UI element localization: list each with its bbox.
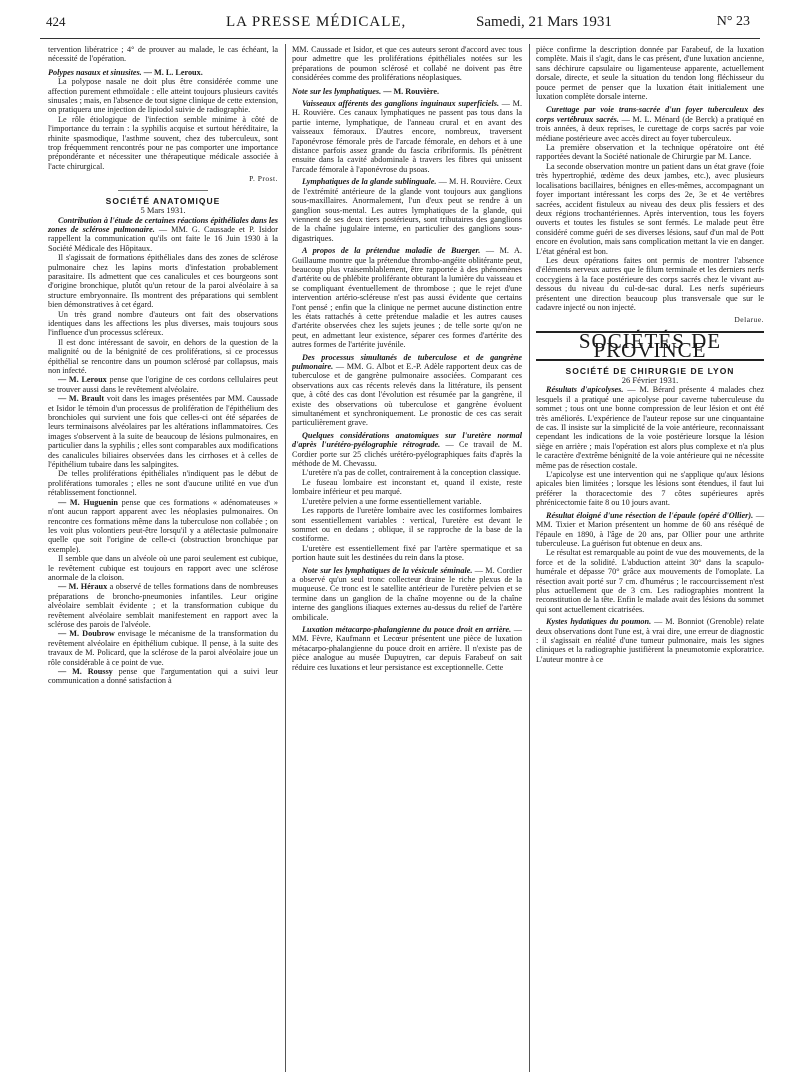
author-signature: Delarue. <box>734 315 764 325</box>
paragraph: — M. Héraux a observé de telles formations dans de nombreuses préparations de broncho-pneumonies infantiles. Leur origine alvéolaire semblait évidente ; et la transformation cubique du revêtement alvéolaire semblait manifestement en rapport avec la sclérose des parois de l'alvéole. <box>48 582 278 629</box>
article-heading: Luxation métacarpo-phalangienne du pouce droit en arrière. — MM. Fèvre, Kaufmann et Lecœur présentent une pièce de luxation métacarpo-phalangienne du pouce droit en arrière. Il n'existe pas de pièce analogue au musée Dupuytren, car depuis Farabeuf on sait réduire ces luxations et leur persistance est exceptionnelle. Cette <box>292 624 522 672</box>
paragraph: Le résultat est remarquable au point de vue des mouvements, de la force et de la solidité. L'abduction atteint 30° dans la scapulo-humérale et dépasse 70° grâce aux mouvements de l'omoplate. La résection avait porté sur 7 cm. d'humérus ; le raccourcissement n'est plus actuellement que de 3 cm. Les radiographies montrent la reconstitution de la tête. Enfin le malade avait des lésions du sommet qui sont actuellement cicatrisées. <box>536 548 764 614</box>
section-title: SOCIÉTÉ ANATOMIQUE <box>105 195 221 206</box>
province-section-banner <box>536 328 764 363</box>
column-1 <box>48 45 278 686</box>
paragraph: La seconde observation montre un patient dans un état grave (foie très hypertrophié, œdème des deux jambes, etc.), avec plusieurs localisations bacillaires, bénignes en elles-mêmes, accompagnant un foyer important intéressant les corps des 2e, 3e et 4e vertèbres sacrées, accident fistuleux au niveau des deux plis fessiers et des deux régions trochantériennes. Après intervention, tous les foyers ouverts et toutes les fistules se sont fermés. Le malade peut être considéré comme guéri de ses diverses lésions, sauf d'un mal de Pott encore en évolution, mais sans complication mettant la vie en danger. L'état général est bon. <box>536 161 764 256</box>
paragraph: Les rapports de l'uretère lombaire avec les costiformes lombaires sont essentiellement variables : vertical, l'uretère est devant le sommet ou en dedans ; oblique, il se rapproche de la base de la costiforme. <box>292 506 522 544</box>
article-heading: Quelques considérations anatomiques sur l'uretère normal d'après l'urétéro-pyélographie rétrograde. — Ce travail de M. Cordier porte sur 25 clichés urétéro-pyélographiques faits d'après la méthode de M. Chevassu. <box>292 430 522 469</box>
article-heading: Kystes hydatiques du poumon. — M. Bonniot (Grenoble) relate deux observations dont l'une est, à vrai dire, une erreur de diagnostic : il s'agissait en réalité d'une tumeur pulmonaire, mais les signes cliniques et la radiographie justifièrent la pneumotomie exploratrice. L'auteur montre à ce <box>536 617 764 664</box>
article-heading: A propos de la prétendue maladie de Buerger. — M. A. Guillaume montre que la prétendue thrombo-angéite oblitérante peut, beaucoup plus vraisemblablement, être rapportée à des phénomènes d'artérite ou de phlébite proliférante obturant la lumière du vaisseau et se compliquant éventuellement de thrombose ; que le rejet d'une intervention artério-scléreuse n'est pas aussi évidente que certains l'ont pensé ; enfin que la clinique ne permet aucune distinction entre les états rattachés à cette prétendue maladie et les autres causes d'artérite observées chez les sujets jeunes ; de telle sorte qu'on ne peut, en admettant leur existence, séparer ces formes d'artérite des autres formes de l'artérite juvénile. <box>292 246 522 350</box>
column-divider-2 <box>529 44 530 1072</box>
article-heading: Polypes nasaux et sinusites. — M. L. Leroux. <box>48 67 203 77</box>
paragraph: Les deux opérations faites ont permis de montrer l'absence d'éléments nerveux autres que le filum terminale et les derniers nerfs coccygiens à la face postérieure des corps sacrés chez le vivant au-dessous du niveau du cul-de-sac dural. Les nerfs supérieurs présentent une direction beaucoup plus transversale que sur le cadavre injecté ou non injecté. <box>536 255 764 312</box>
paragraph: MM. Caussade et Isidor, et que ces auteurs seront d'accord avec tous pour admettre que les proliférations épithéliales notées sur les préparations de poumon sclérosé et collabé ne doivent pas être considérées comme des proliférations néoplasiques. <box>292 45 522 83</box>
separator <box>118 190 208 191</box>
article-heading: Vaisseaux afférents des ganglions inguinaux superficiels. — M. H. Rouvière. Ces canaux lymphatiques ne passent pas tous dans la partie interne, lymphatique, de l'anneau crural et en avant des vaisseaux fémoraux. D'autres encore, nombreux, traversent l'aponévrose fémorale près de l'arcade fémorale, en dehors et à une distance parfois assez grande du fascia cribriformis. Ils pénètrent ensuite dans la cavité abdominale à travers les fibres qui unissent l'arcade fémorale à l'aponévrose du psoas. <box>292 99 523 174</box>
paragraph: — M. Roussy pense que l'argumentation qui a suivi leur communication a donné satisfaction à <box>48 667 278 686</box>
issue-number: N° 23 <box>716 14 750 29</box>
issue-date: Samedi, 21 Mars 1931 <box>476 14 612 30</box>
paragraph: Il semble que dans un alvéole où une paroi seulement est cubique, le revêtement cubique est toujours en rapport avec une sclérose anormale de la cloison. <box>48 554 278 582</box>
paragraph: — M. Leroux pense que l'origine de ces cordons cellulaires peut se trouver aussi dans le revêtement alvéolaire. <box>48 375 278 394</box>
article-heading: Résultats d'apicolyses. — M. Bérard présente 4 malades chez lesquels il a pratiqué une apicolyse pour caverne tuberculeuse du sommet ; tous ont une bonne compression de leur lésion et ont été très améliorés. L'expérience de l'auteur repose sur une cinquantaine de cas. Il insiste sur la simplicité de la voie antérieure, reconnaissant cependant les indications de la voie postérieure lorsque la lésion siège en arrière ; mais l'opération est alors plus complexe et n'a plus le caractère d'extrême bénignité de la voie antérieure qui ne nécessite même pas de résection costale. <box>536 385 764 470</box>
column-divider-1 <box>285 44 286 1072</box>
paragraph: pièce confirme la description donnée par Farabeuf, de la luxation complète. Mais il s'agit, dans le cas présent, d'une luxation ancienne, sans déchirure capsulaire ou ligamenteuse apparente, actuellement dorsale, directe, et seule la situation du tendon long fléchisseur du pouce permet de penser que la luxation était initialement une luxation complète dorsale interne. <box>536 45 764 102</box>
section-date: 26 Février 1931. <box>621 375 679 385</box>
page-header <box>46 14 750 40</box>
paragraph: — M. Huguenin pense que ces formations « adénomateuses » n'ont aucun rapport apparent avec les néoplasies pulmonaires. On rencontre ces formations même dans la tuberculose non collabée ; on les voit plus volontiers peut-être lorsqu'il y a atélectasie pulmonaire quelle que soit l'origine de celle-ci (obstruction bronchique par exemple). <box>48 497 278 554</box>
section-title: SOCIÉTÉ DE CHIRURGIE DE LYON <box>565 365 735 376</box>
paragraph: La polypose nasale ne doit plus être considérée comme une affection purement ethmoïdale : elle atteint toujours plusieurs cavités sinusales ; mais, en l'absence de tout signe clinique de cette extension, on pratiquera une injection de lipiodol suivie de radiographie. <box>48 77 278 115</box>
header-rule <box>40 38 760 39</box>
paragraph: L'uretère pelvien a une forme essentiellement variable. <box>302 496 482 506</box>
paragraph: L'uretère n'a pas de collet, contrairement à la conception classique. <box>302 468 521 478</box>
article-heading: Note sur les lymphatiques. — M. Rouvière. <box>292 86 440 96</box>
paragraph: Le fuseau lombaire est inconstant et, quand il existe, reste lombaire inférieur et peu marqué. <box>292 477 522 497</box>
article-heading: Des processus simultanés de tuberculose et de gangrène pulmonaire. — MM. G. Albot et E.-P. Adèle rapportent deux cas de tuberculose et de gangrène pulmonaire associées. Comparant ces observations aux cas récents relevés dans la littérature, ils pensent que, à côté des cas dont l'évolution est résumée par la gangrène, il existe des observations où tuberculose et gangrène évoluent simultanément et synchroniquement. Le pronostic de ces cas serait particulièrement grave. <box>292 352 522 428</box>
paragraph: De telles proliférations épithéliales n'indiquent pas le début de proliférations tumorales ; elles ne sont d'aucune utilité en vue d'un rétablissement fonctionnel. <box>48 469 278 498</box>
column-2 <box>292 45 522 672</box>
article-heading: Lymphatiques de la glande sublinguale. — M. H. Rouvière. Ceux de l'extrémité antérieure de la glande vont toujours aux ganglions sous-maxillaires. Anormalement, l'un d'eux peut se rendre à un ganglion sous-mental. Les autres lymphatiques de la glande, qui viennent de ses deux tiers postérieurs, sont tributaires des ganglions de la chaîne jugulaire interne, en particulier des ganglions sous-digastriques. <box>292 177 522 243</box>
author-signature: P. Prost. <box>249 174 278 184</box>
paragraph: La première observation et la technique opératoire ont été rapportées devant la Société nationale de Chirurgie par M. Lance. <box>536 143 764 162</box>
paragraph: L'uretère est essentiellement fixé par l'artère spermatique et sa portion haute suit les destinées du rein dans la ptose. <box>292 543 522 563</box>
paragraph: — M. Brault voit dans les images présentées par MM. Caussade et Isidor le témoin d'un processus de prolifération de l'épithélium des bronchioles qui survient une fois que celles-ci ont été séparées de leurs terminaisons alvéolaires par les altérations inflammatoires. Ces images s'observent à la suite de beaucoup de lésions pulmonaires, en particulier dans la syphilis ; elles sont comparables aux modifications des canalicules biliaires observées dans les cirrhoses et à celles de l'épithélium tubaire dans les salpingites. <box>48 394 278 470</box>
paragraph: Il s'agissait de formations épithéliales dans des zones de sclérose pulmonaire chez les lapins morts d'infestation probablement parasitaire. Ils admettent que ces canalicules et ces bourgeons sont d'origine bronchique, plutôt qu'un retour de la paroi alvéolaire à sa structure embryonnaire. Ils montrent des préparations qui semblent bien démonstratives à cet égard. <box>48 253 278 310</box>
journal-title: LA PRESSE MÉDICALE, <box>226 14 407 30</box>
paragraph: Un très grand nombre d'auteurs ont fait des observations identiques dans les affections les plus diverses, mais toujours sous l'influence d'un processus scléreux. <box>48 309 278 338</box>
paragraph: — M. Doubrow envisage le mécanisme de la transformation du revêtement alvéolaire en épithélium cubique. Il pense, à la suite des travaux de M. Policard, que la sclérose de la paroi alvéolaire joue un rôle considérable à ce point de vue. <box>48 629 278 667</box>
paragraph: tervention libératrice ; 4° de prouver au malade, le cas échéant, la nécessité de l'opération. <box>48 45 278 64</box>
paragraph: L'apicolyse est une intervention qui ne s'applique qu'aux lésions apicales bien limitées ; lorsque les lésions sont étendues, il faut lui préférer la thoracectomie des 7 côtes supérieures après phrénicectomie faite 8 ou 10 jours avant. <box>536 470 764 508</box>
province-section-title: SOCIÉTÉS DE PROVINCE <box>578 328 722 363</box>
article-heading: Curettage par voie trans-sacrée d'un foyer tuberculeux des corps vertébraux sacrés. — M. L. Ménard (de Berck) a pratiqué en trois années, à deux reprises, le curettage de corps sacrés par voie médiane postérieure avec accès direct au foyer tuberculeux. <box>536 105 764 143</box>
section-date: 5 Mars 1931. <box>140 205 186 216</box>
paragraph: Il est donc intéressant de savoir, en dehors de la question de la malignité ou de la bénignité de ces proliférations, si ce processus épithélial se rencontre dans un poumon sclérosé par collapsus, mais non infecté. <box>48 337 278 375</box>
article-heading: Note sur les lymphatiques de la vésicule séminale. — M. Cordier a observé qu'un seul tronc collecteur draine le riche plexus de la muqueuse. Ce tronc est le satellite antérieur de l'uretère pelvien et se termine dans un ganglion de la chaîne moyenne ou de la chaîne interne des ganglions iliaques externes au-dessus du relief de l'artère ombilicale. <box>292 565 522 622</box>
column-3 <box>536 45 764 664</box>
article-heading: Résultat éloigné d'une résection de l'épaule (opéré d'Ollier). — MM. Tixier et Marion présentent un homme de 60 ans réséqué de l'épaule en 1890, à l'âge de 20 ans, par Ollier pour une arthrite tuberculeuse. La guérison fut obtenue en deux ans. <box>536 510 765 548</box>
article-heading: Contribution à l'étude de certaines réactions épithéliales dans les zones de sclérose pulmonaire. — MM. G. Caussade et P. Isidor rappellent la communication qu'ils ont faite le 16 Juin 1930 à la Société Médicale des Hôpitaux. <box>48 215 278 253</box>
paragraph: Le rôle étiologique de l'infection semble minime à côté de l'importance du terrain : la syphilis acquise et surtout héréditaire, la rhinite spasmodique, l'asthme souvent, chez des tuberculeux, sont trop fréquemment rencontrés pour ne pas comporter une importance prépondérante et nécessiter une thérapeutique médicale associée à l'acte chirurgical. <box>48 114 278 171</box>
page-number: 424 <box>46 14 66 29</box>
